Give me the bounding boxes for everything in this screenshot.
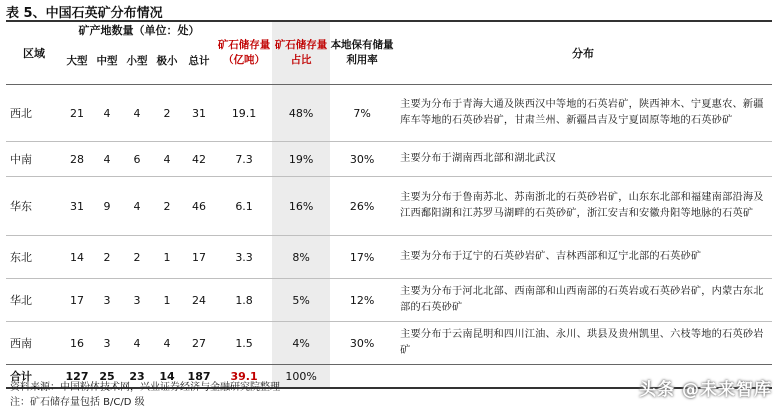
source-note: 资料来源：中国粉体技术网，兴业证券经济与金融研究院整理	[10, 382, 280, 393]
cell-total: 17	[182, 236, 216, 279]
cell-distribution: 主要分布于云南昆明和四川江油、永川、珙县及贵州凯里、六枝等地的石英砂岩矿	[394, 322, 772, 365]
cell-share: 5%	[272, 279, 330, 322]
cell-reserves: 1.8	[216, 279, 272, 322]
cell-medium: 9	[92, 177, 122, 236]
cell-total: 24	[182, 279, 216, 322]
cell-total-small: 23	[122, 365, 152, 389]
cell-total: 31	[182, 85, 216, 142]
header-small: 小型	[126, 54, 148, 67]
cell-total-tiny: 14	[152, 365, 182, 389]
header-medium: 中型	[96, 54, 118, 67]
cell-region: 西南	[6, 322, 62, 365]
cell-large: 31	[62, 177, 92, 236]
quartz-distribution-table	[6, 20, 772, 389]
table-row	[6, 142, 772, 177]
cell-share: 19%	[272, 142, 330, 177]
cell-reserves: 1.5	[216, 322, 272, 365]
cell-ratio: 7%	[330, 85, 394, 142]
footnote: 注：矿石储存量包括 B/C/D 级	[10, 397, 145, 408]
cell-large: 17	[62, 279, 92, 322]
cell-medium: 4	[92, 85, 122, 142]
cell-region: 中南	[6, 142, 62, 177]
cell-region: 西北	[6, 85, 62, 142]
cell-ratio: 30%	[330, 142, 394, 177]
cell-total-share: 100%	[272, 365, 330, 389]
cell-ratio: 17%	[330, 236, 394, 279]
header-region: 区域	[6, 21, 62, 85]
header-local-ratio: 本地保有储量利用率	[330, 21, 394, 85]
cell-share: 8%	[272, 236, 330, 279]
cell-reserves: 3.3	[216, 236, 272, 279]
header-share: 矿石储存量占比	[272, 21, 330, 85]
cell-total: 46	[182, 177, 216, 236]
cell-reserves: 19.1	[216, 85, 272, 142]
cell-small: 3	[122, 279, 152, 322]
header-total: 总计	[188, 54, 210, 67]
cell-tiny: 4	[152, 322, 182, 365]
header-distribution: 分布	[394, 21, 772, 85]
cell-tiny: 4	[152, 142, 182, 177]
cell-total: 27	[182, 322, 216, 365]
cell-total-medium: 25	[92, 365, 122, 389]
cell-region: 华北	[6, 279, 62, 322]
table-row	[6, 177, 772, 236]
watermark: 头条 @未来智库	[639, 380, 772, 400]
cell-small: 4	[122, 322, 152, 365]
cell-total-ratio	[330, 365, 394, 389]
cell-tiny: 2	[152, 85, 182, 142]
cell-large: 21	[62, 85, 92, 142]
cell-total-label: 合计	[6, 365, 62, 389]
cell-ratio: 30%	[330, 322, 394, 365]
cell-distribution: 主要为分布于青海大通及陕西汉中等地的石英岩矿，陕西神木、宁夏惠农、新疆库车等地的石英砂岩矿，甘肃兰州、新疆昌吉及宁夏固原等地的石英砂矿	[394, 85, 772, 142]
cell-large: 16	[62, 322, 92, 365]
cell-medium: 3	[92, 279, 122, 322]
header-tiny: 极小	[156, 54, 178, 67]
cell-total-reserves: 39.1	[216, 365, 272, 389]
header-large: 大型	[66, 54, 88, 67]
cell-region: 东北	[6, 236, 62, 279]
cell-small: 2	[122, 236, 152, 279]
cell-tiny: 2	[152, 177, 182, 236]
cell-reserves: 7.3	[216, 142, 272, 177]
cell-share: 48%	[272, 85, 330, 142]
cell-small: 4	[122, 85, 152, 142]
table-row	[6, 85, 772, 142]
table-row	[6, 279, 772, 322]
cell-distribution: 主要分布于湖南西北部和湖北武汉	[394, 142, 772, 177]
cell-small: 4	[122, 177, 152, 236]
cell-small: 6	[122, 142, 152, 177]
cell-ratio: 26%	[330, 177, 394, 236]
cell-total-total: 187	[182, 365, 216, 389]
table-title: 表 5、中国石英矿分布情况	[6, 6, 163, 21]
cell-reserves: 6.1	[216, 177, 272, 236]
table-row	[6, 236, 772, 279]
cell-medium: 4	[92, 142, 122, 177]
table-row	[6, 322, 772, 365]
cell-region: 华东	[6, 177, 62, 236]
cell-distribution: 主要为分布于鲁南苏北、苏南浙北的石英砂岩矿，山东东北部和福建南部沿海及江西鄱阳湖和江苏罗马湖畔的石英砂矿，浙江安吉和安徽舟阳等地脉的石英矿	[394, 177, 772, 236]
cell-distribution: 主要为分布于河北北部、西南部和山西南部的石英岩或石英砂岩矿，内蒙古东北部的石英砂矿	[394, 279, 772, 322]
cell-total: 42	[182, 142, 216, 177]
cell-medium: 2	[92, 236, 122, 279]
cell-distribution: 主要为分布于辽宁的石英砂岩矿、吉林西部和辽宁北部的石英砂矿	[394, 236, 772, 279]
cell-large: 28	[62, 142, 92, 177]
cell-tiny: 1	[152, 236, 182, 279]
header-count-group: 矿产地数量（单位：处）	[62, 21, 216, 38]
cell-share: 4%	[272, 322, 330, 365]
cell-medium: 3	[92, 322, 122, 365]
cell-share: 16%	[272, 177, 330, 236]
cell-large: 14	[62, 236, 92, 279]
cell-ratio: 12%	[330, 279, 394, 322]
header-reserves: 矿石储存量（亿吨）	[216, 21, 272, 85]
cell-tiny: 1	[152, 279, 182, 322]
cell-total-large: 127	[62, 365, 92, 389]
